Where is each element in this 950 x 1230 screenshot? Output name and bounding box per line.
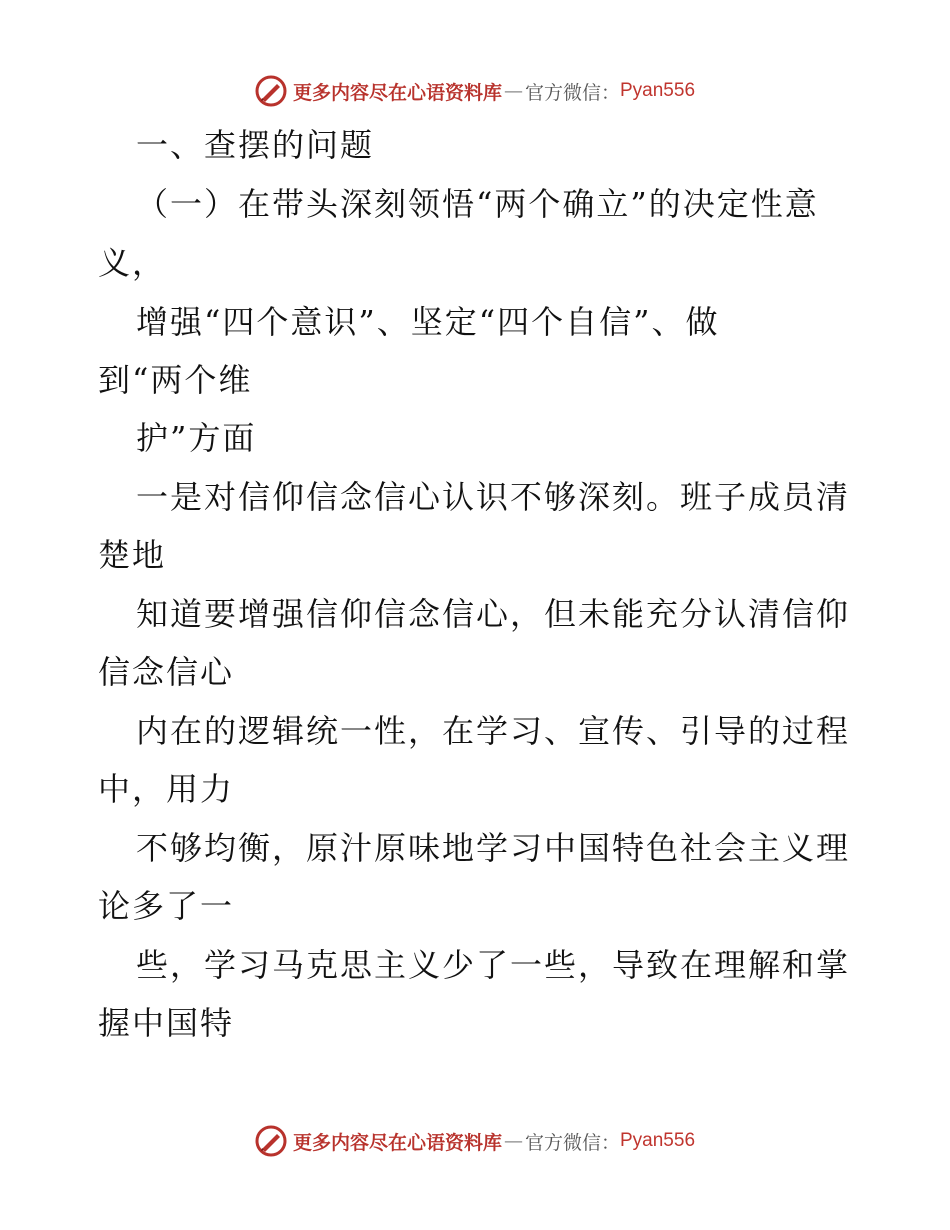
text-line: 论多了一	[98, 887, 235, 925]
section-heading: 一、查摆的问题	[136, 126, 375, 164]
text-line: 义，	[98, 244, 167, 282]
text-line: 握中国特	[98, 1004, 235, 1042]
text-line: 些，学习马克思主义少了一些，导致在理解和掌	[136, 946, 851, 984]
pen-logo-icon	[255, 75, 287, 107]
text-line: 护”方面	[136, 419, 257, 457]
footer-banner	[0, 1121, 950, 1161]
banner-wechat-id: Pyan556	[620, 1130, 696, 1151]
text-line: 到“两个维	[98, 361, 253, 399]
banner-dash: —	[503, 80, 523, 102]
banner-site-name: 更多内容尽在心语资料库	[292, 81, 502, 104]
banner-wechat-label: 官方微信：	[524, 1131, 620, 1154]
header-banner	[0, 71, 950, 111]
pen-logo-icon	[255, 1125, 287, 1157]
text-line: 楚地	[98, 536, 167, 574]
banner-wechat-id: Pyan556	[620, 80, 696, 101]
text-line: 一是对信仰信念信心认识不够深刻。班子成员清	[136, 478, 851, 516]
banner-site-name: 更多内容尽在心语资料库	[292, 1131, 502, 1154]
text-line: 增强“四个意识”、坚定“四个自信”、做	[136, 303, 720, 341]
subsection-heading: （一）在带头深刻领悟“两个确立”的决定性意	[136, 185, 819, 223]
banner-dash: —	[503, 1130, 523, 1152]
text-line: 信念信心	[98, 653, 235, 691]
text-line: 内在的逻辑统一性，在学习、宣传、引导的过程	[136, 712, 851, 750]
text-line: 不够均衡，原汁原味地学习中国特色社会主义理	[136, 829, 851, 867]
text-line: 中，用力	[98, 770, 235, 808]
text-line: 知道要增强信仰信念信心，但未能充分认清信仰	[136, 595, 851, 633]
banner-wechat-label: 官方微信：	[524, 81, 620, 104]
